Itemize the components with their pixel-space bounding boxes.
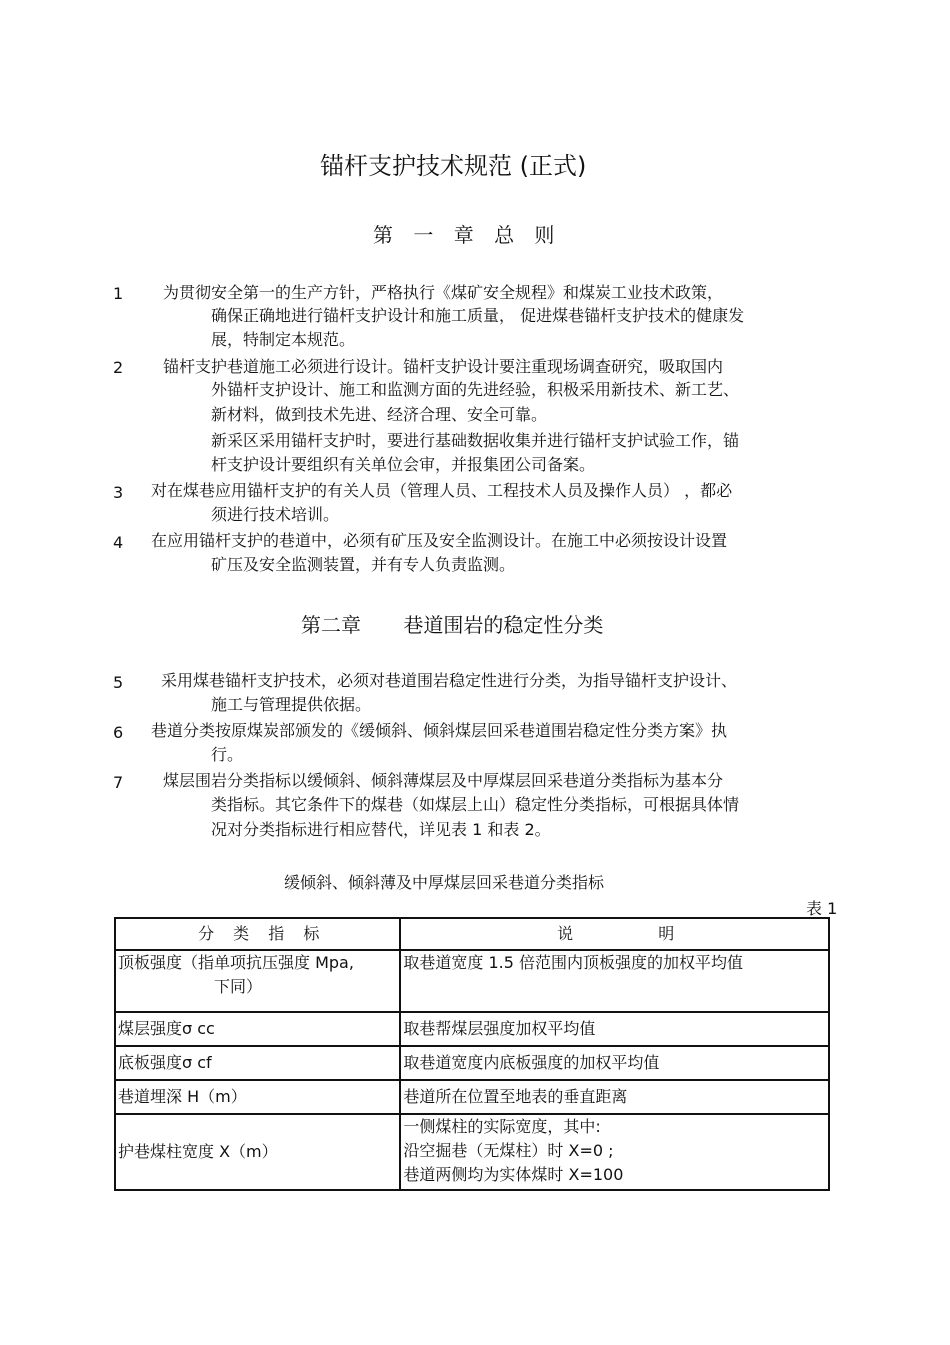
item-line: 新材料，做到技术先进、经济合理、安全可靠。 — [211, 405, 548, 424]
item-line: 对在煤巷应用锚杆支护的有关人员（管理人员、工程技术人员及操作人员） ，都必 — [151, 481, 733, 500]
table-row — [115, 950, 829, 1012]
chapter-1-heading: 第 一 章 总 则 — [373, 223, 556, 247]
table-cell — [400, 1080, 829, 1114]
table-cell — [400, 950, 829, 1012]
header-text: 分 类 指 标 — [198, 924, 320, 943]
cell-line: 顶板强度（指单项抗压强度 Mpa, — [118, 953, 354, 972]
cell-line: 巷道所在位置至地表的垂直距离 — [403, 1087, 628, 1106]
item-number: 6 — [113, 723, 124, 742]
item-number: 1 — [113, 284, 124, 303]
table-row — [115, 1046, 829, 1080]
item-number: 3 — [113, 483, 124, 502]
item-number: 7 — [113, 773, 124, 792]
item-line: 类指标。其它条件下的煤巷（如煤层上山）稳定性分类指标，可根据具体情 — [211, 795, 740, 814]
table-caption: 缓倾斜、倾斜薄及中厚煤层回采巷道分类指标 — [284, 873, 605, 892]
table-header-cell — [115, 918, 400, 950]
table-cell — [115, 1114, 400, 1190]
item-line: 展，特制定本规范。 — [211, 330, 356, 349]
item-line: 在应用锚杆支护的巷道中，必须有矿压及安全监测设计。在施工中必须按设计设置 — [151, 531, 728, 550]
item-line: 须进行技术培训。 — [211, 505, 340, 524]
table-cell — [115, 1080, 400, 1114]
cell-line: 取巷道宽度 1.5 倍范围内顶板强度的加权平均值 — [403, 953, 744, 972]
cell-line: 煤层强度σ cc — [118, 1019, 215, 1038]
classification-table — [114, 917, 830, 1191]
cell-line: 取巷道宽度内底板强度的加权平均值 — [403, 1053, 660, 1072]
table-cell — [400, 1046, 829, 1080]
item-line: 况对分类指标进行相应替代，详见表 1 和表 2。 — [211, 820, 551, 839]
table-cell — [115, 950, 400, 1012]
cell-line: 沿空掘巷（无煤柱）时 X=0 ; — [403, 1141, 614, 1160]
cell-line: 底板强度σ cf — [118, 1053, 212, 1072]
table-label: 表 1 — [806, 899, 838, 918]
table-header-row — [115, 918, 829, 950]
cell-line: 一侧煤柱的实际宽度，其中: — [403, 1117, 601, 1136]
table-header-cell — [400, 918, 829, 950]
table-cell — [400, 1114, 829, 1190]
header-text: 说 明 — [557, 924, 675, 943]
table-cell — [115, 1046, 400, 1080]
item-line: 煤层围岩分类指标以缓倾斜、倾斜薄煤层及中厚煤层回采巷道分类指标为基本分 — [163, 771, 724, 790]
cell-line: 取巷帮煤层强度加权平均值 — [403, 1019, 596, 1038]
item-line: 采用煤巷锚杆支护技术，必须对巷道围岩稳定性进行分类，为指导锚杆支护设计、 — [161, 671, 738, 690]
item-number: 2 — [113, 358, 124, 377]
cell-line: 巷道两侧均为实体煤时 X=100 — [403, 1165, 624, 1184]
item-line: 为贯彻安全第一的生产方针，严格执行《煤矿安全规程》和煤炭工业技术政策， — [163, 283, 724, 302]
table-row — [115, 1012, 829, 1046]
cell-line: 护巷煤柱宽度 X（m） — [118, 1142, 278, 1161]
item-line: 施工与管理提供依据。 — [211, 695, 372, 714]
item-line: 矿压及安全监测装置，并有专人负责监测。 — [211, 555, 516, 574]
cell-line: 下同） — [214, 977, 263, 996]
table-cell — [115, 1012, 400, 1046]
document-title: 锚杆支护技术规范 (正式) — [320, 152, 587, 180]
table-cell — [400, 1012, 829, 1046]
cell-line: 巷道埋深 H（m） — [118, 1087, 247, 1106]
chapter-2-heading: 第二章 巷道围岩的稳定性分类 — [301, 613, 604, 637]
item-line: 杆支护设计要组织有关单位会审，并报集团公司备案。 — [211, 455, 596, 474]
item-line: 确保正确地进行锚杆支护设计和施工质量， 促进煤巷锚杆支护技术的健康发 — [211, 306, 745, 325]
item-number: 5 — [113, 673, 124, 692]
table-row — [115, 1114, 829, 1190]
item-line: 外锚杆支护设计、施工和监测方面的先进经验，积极采用新技术、新工艺、 — [211, 380, 740, 399]
item-number: 4 — [113, 533, 124, 552]
item-line: 新采区采用锚杆支护时，要进行基础数据收集并进行锚杆支护试验工作，锚 — [211, 431, 740, 450]
item-line: 行。 — [211, 745, 244, 764]
item-line: 巷道分类按原煤炭部颁发的《缓倾斜、倾斜煤层回采巷道围岩稳定性分类方案》执 — [151, 721, 728, 740]
item-line: 锚杆支护巷道施工必须进行设计。锚杆支护设计要注重现场调查研究，吸取国内 — [163, 357, 724, 376]
table-row — [115, 1080, 829, 1114]
